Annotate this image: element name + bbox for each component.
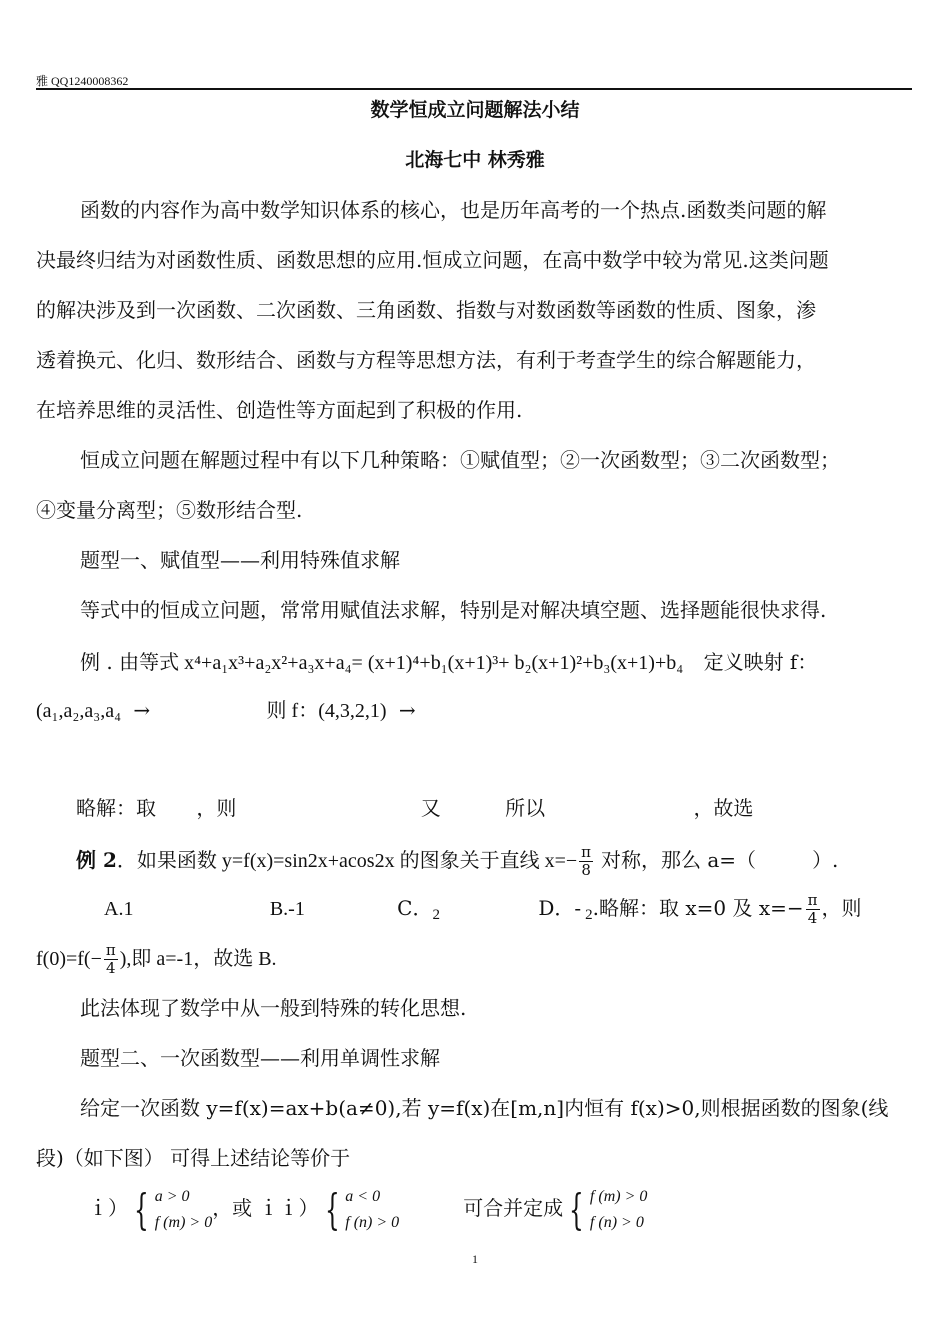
solution1-part: 所以 <box>505 796 546 820</box>
strategy-line: ④变量分离型；⑤数形结合型. <box>36 498 303 522</box>
fraction-pi-4: $\frac{\pi}{4}$ <box>807 891 818 927</box>
strategy-line: 恒成立问题在解题过程中有以下几种策略：①赋值型；②一次函数型；③二次函数型； <box>80 448 840 472</box>
solution2-intro: .略解：取 x=0 及 x=− <box>592 896 804 920</box>
intro-line: 函数的内容作为高中数学知识体系的核心，也是历年高考的一个热点.函数类问题的解 <box>80 198 827 222</box>
option-b: B.-1 <box>269 898 305 920</box>
type2-heading: 题型二、一次函数型——利用单调性求解 <box>80 1046 440 1070</box>
type2-description: 段)（如下图） 可得上述结论等价于 <box>36 1146 351 1170</box>
example1-label: 例 . <box>80 650 113 674</box>
example1-equation: 由等式 x⁴+a₁x³+a₂x²+a₃x+a₄= (x+1)⁴+b₁(x+1)³+ b₂(x+1)²+b₃(x+1)+b₄ <box>119 652 684 674</box>
condition-merged-system: f (m) > 0 f (n) > 0 <box>589 1187 648 1231</box>
left-brace: { <box>324 1184 340 1234</box>
solution1-part: ，则 <box>196 796 237 820</box>
solution1-part: 略解：取 <box>76 796 156 820</box>
option-c: C． <box>397 896 433 920</box>
example1-question: 则 f：(4,3,2,1) <box>266 700 387 722</box>
doc-author: 北海七中 林秀雅 <box>405 149 545 171</box>
type2-description: 给定一次函数 y=f(x)=ax+b(a≠0),若 y=f(x)在[m,n]内恒有 f(x)>0,则根据函数的图象(线 <box>80 1096 889 1120</box>
options-line <box>104 892 862 927</box>
example2-label: 例 2 <box>76 848 117 872</box>
doc-title: 数学恒成立问题解法小结 <box>370 99 580 121</box>
solution1-part: 又 <box>420 796 441 820</box>
condition-or: ，或 ｉｉ） <box>212 1196 319 1220</box>
example1-line2 <box>36 698 416 723</box>
condition-merge-label: 可合并定成 <box>463 1196 564 1220</box>
option-a: A.1 <box>104 898 134 920</box>
example2-line <box>76 844 838 879</box>
mapping-arrow: → <box>133 698 151 722</box>
note-line: 此法体现了数学中从一般到特殊的转化思想. <box>80 996 467 1020</box>
intro-line: 决最终归结为对函数性质、函数思想的应用.恒成立问题，在高中数学中较为常见.这类问题 <box>36 248 829 272</box>
example2-text: ）. <box>812 848 839 872</box>
option-d: D．- <box>538 896 582 920</box>
solution2-part: f(0)=f(− <box>36 948 102 970</box>
solution2-line <box>36 942 277 977</box>
intro-line: 在培养思维的灵活性、创造性等方面起到了积极的作用. <box>36 398 523 422</box>
left-brace: { <box>134 1184 149 1234</box>
example1-line <box>80 650 817 675</box>
condition-i-system: a > 0 f (m) > 0 <box>154 1187 213 1231</box>
option-d-value: 2 <box>585 907 593 923</box>
example2-text: ．如果函数 y=f(x)=sin2x+acos2x 的图象关于直线 x=− <box>116 850 578 872</box>
type1-heading: 题型一、赋值型——利用特殊值求解 <box>80 548 400 572</box>
page-number: 1 <box>472 1252 478 1266</box>
intro-line: 透着换元、化归、数形结合、函数与方程等思想方法，有利于考查学生的综合解题能力， <box>36 348 816 372</box>
left-brace: { <box>569 1184 584 1234</box>
condition-ii-system: a < 0 f (n) > 0 <box>345 1187 400 1231</box>
fraction-pi-4: $\frac{\pi}{4}$ <box>105 941 116 977</box>
solution1-part: ，故选 <box>693 796 754 820</box>
condition-i-label: ｉ） <box>88 1196 128 1220</box>
type1-description: 等式中的恒成立问题，常常用赋值法求解，特别是对解决填空题、选择题能很快求得. <box>80 598 827 622</box>
page-header: 雅 QQ1240008362 <box>36 74 129 88</box>
example2-text: 对称，那么 a=（ <box>601 848 757 872</box>
solution1-line <box>76 796 753 820</box>
conditions-line <box>88 1182 647 1236</box>
example1-mapping: 定义映射 f： <box>703 650 818 674</box>
solution2-part: ),即 a=-1，故选 B. <box>119 948 277 970</box>
mapping-arrow: → <box>398 698 416 722</box>
solution2-intro: ，则 <box>821 896 862 920</box>
option-c-value: 2 <box>432 907 440 923</box>
intro-line: 的解决涉及到一次函数、二次函数、三角函数、指数与对数函数等函数的性质、图象，渗 <box>36 298 816 322</box>
example1-domain: (a₁,a₂,a₃,a₄ <box>36 700 122 722</box>
header-rule <box>36 88 912 90</box>
fraction-pi-8: $\frac{\pi}{8}$ <box>581 843 592 879</box>
